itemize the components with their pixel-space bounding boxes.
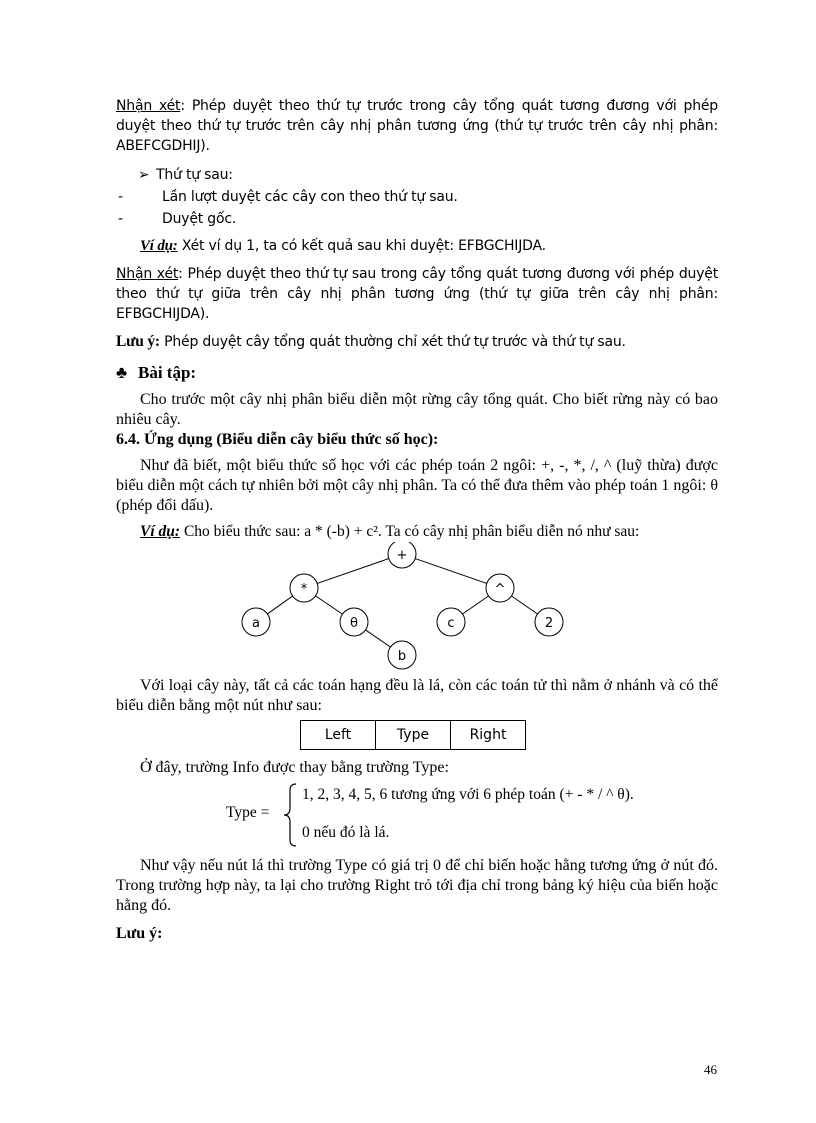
dash-bullet: - — [118, 211, 123, 227]
postorder-heading — [116, 164, 718, 186]
page-number: 46 — [704, 1062, 717, 1077]
node-field-type: Type — [376, 721, 451, 750]
tree-node-label: + — [396, 548, 408, 563]
tree-node-b — [388, 641, 416, 669]
closing-note-label: Lưu ý: — [116, 925, 163, 942]
tree-node-label: 2 — [544, 616, 554, 631]
tree-example — [116, 522, 718, 542]
postorder-example — [116, 236, 718, 256]
tree-edge-plus-mul — [317, 559, 389, 584]
note-traversal — [116, 332, 718, 352]
type-formula — [116, 782, 718, 848]
remark-preorder — [116, 96, 718, 156]
tree-edge-pow-c — [463, 596, 489, 614]
closing-paragraph: Như vậy nếu nút lá thì trường Type có giá trị 0 để chỉ biến hoặc hằng tương ứng ở nút đó. Trong trường hợp này, ta lại cho trường Right trỏ tới địa chỉ trong bảng ký hiệu của biến hoặc hằng đó. — [116, 857, 718, 914]
formula-case-operator: 1, 2, 3, 4, 5, 6 tương ứng với 6 phép toán (+ - * / ^ θ). — [302, 786, 634, 803]
exercise-heading — [116, 362, 718, 384]
leaf-paragraph: Với loại cây này, tất cả các toán hạng đều là lá, còn các toán tử thì nằm ở nhánh và có thể biểu diễn bằng một nút như sau: — [116, 677, 718, 714]
tree-edge-pow-two — [512, 596, 538, 614]
tree-edge-theta-b — [366, 630, 391, 647]
remark-text: : Phép duyệt theo thứ tự sau trong cây tổng quát tương đương với phép duyệt theo thứ tự giữa trên cây nhị phân tương ứng (thứ tự giữa trên cây nhị phân: EFBGCHIJDA). — [116, 266, 718, 322]
node-structure-row — [301, 721, 526, 750]
postorder-item-text: Lần lượt duyệt các cây con theo thứ tự sau. — [162, 189, 458, 205]
tree-node-two — [535, 608, 563, 636]
tree-node-label: * — [300, 582, 308, 597]
exercise-title: Bài tập: — [138, 363, 197, 382]
remark-text: : Phép duyệt theo thứ tự trước trong cây tổng quát tương đương với phép duyệt theo thứ tự trước trên cây nhị phân tương ứng (thứ tự trước trên cây nhị phân: ABEFCGDHIJ). — [116, 98, 718, 154]
note-label: Lưu ý: — [116, 333, 160, 350]
tree-node-plus — [388, 542, 416, 568]
postorder-block — [116, 164, 718, 256]
dash-bullet: - — [118, 189, 123, 205]
remark-postorder — [116, 264, 718, 324]
tree-node-pow — [486, 574, 514, 602]
tree-node-label: a — [252, 616, 260, 631]
section-title: 6.4. Ứng dụng (Biểu diễn cây biểu thức số học): — [116, 431, 439, 448]
tree-edge-mul-theta — [316, 596, 343, 614]
section-paragraph: Như đã biết, một biểu thức số học với các phép toán 2 ngôi: +, -, *, /, ^ (luỹ thừa) được biểu diễn một cách tự nhiên bởi một cây nhị phân. Ta có thể đưa thêm vào phép toán 1 ngôi: θ (phép đổi dấu). — [116, 457, 718, 514]
example-text: Cho biểu thức sau: a * (-b) + c². Ta có cây nhị phân biểu diễn nó như sau: — [180, 523, 640, 540]
remark-label: Nhận xét — [116, 98, 181, 114]
arrow-bullet-icon: ➢ — [138, 167, 150, 183]
expression-tree-svg — [116, 542, 718, 670]
tree-node-a — [242, 608, 270, 636]
tree-edge-plus-pow — [415, 559, 487, 584]
info-paragraph: Ở đây, trường Info được thay bằng trường Type: — [140, 759, 449, 776]
postorder-item — [116, 186, 718, 208]
formula-lhs: Type = — [226, 804, 270, 821]
tree-node-c — [437, 608, 465, 636]
club-bullet-icon: ♣ — [116, 363, 128, 382]
left-brace-icon — [282, 782, 298, 848]
postorder-item-text: Duyệt gốc. — [162, 211, 237, 227]
remark-label: Nhận xét — [116, 266, 179, 282]
example-text: Xét ví dụ 1, ta có kết quả sau khi duyệt: EFBGCHIJDA. — [177, 238, 546, 254]
tree-node-label: ^ — [494, 582, 506, 597]
tree-edge-mul-a — [267, 596, 292, 614]
tree-node-theta — [340, 608, 368, 636]
tree-node-label: θ — [350, 616, 358, 631]
example-label: Ví dụ: — [140, 238, 178, 254]
tree-node-mul — [290, 574, 318, 602]
tree-node-label: c — [447, 616, 455, 631]
node-field-left: Left — [301, 721, 376, 750]
node-field-right: Right — [451, 721, 526, 750]
postorder-item — [116, 208, 718, 230]
node-structure-table — [300, 720, 526, 750]
tree-node-label: b — [397, 649, 407, 664]
exercise-text: Cho trước một cây nhị phân biểu diễn một rừng cây tổng quát. Cho biết rừng này có bao nhiêu cây. — [116, 391, 718, 428]
formula-case-leaf: 0 nếu đó là lá. — [302, 824, 390, 841]
example-label: Ví dụ: — [140, 523, 181, 540]
postorder-title: Thứ tự sau: — [156, 167, 233, 183]
note-text: Phép duyệt cây tổng quát thường chỉ xét thứ tự trước và thứ tự sau. — [159, 334, 626, 350]
expression-tree — [116, 542, 718, 670]
document-page — [116, 96, 718, 944]
